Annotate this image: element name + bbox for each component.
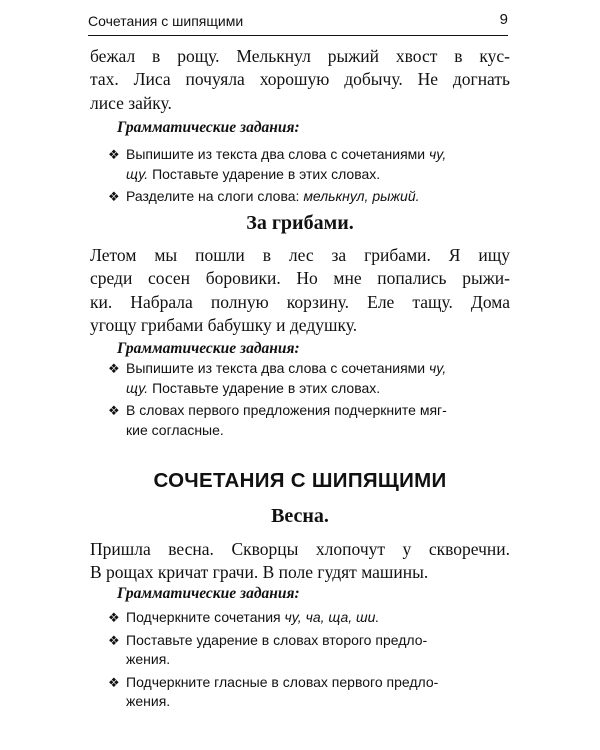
task-line bbox=[126, 145, 508, 165]
task-italic: чу, ча, ща, ши. bbox=[284, 609, 380, 625]
text-line: бежал в рощу. Мелькнул рыжий хвост в кус- bbox=[90, 46, 510, 66]
tasks-heading: Грамматические задания: bbox=[117, 585, 300, 602]
task-item bbox=[108, 608, 508, 628]
text-line: В рощах кричат грачи. В поле гудят машины. bbox=[90, 562, 429, 583]
task-italic: щу. bbox=[126, 165, 149, 182]
task-text: Разделите на слоги слова: bbox=[126, 188, 304, 204]
task-list bbox=[108, 608, 508, 715]
bullet-icon: ❖ bbox=[108, 189, 120, 204]
task-list bbox=[108, 145, 508, 210]
task-line bbox=[126, 187, 508, 207]
task-text: Выпишите из текста два слова с сочетаниями bbox=[126, 146, 430, 162]
story-text bbox=[90, 538, 510, 585]
task-line bbox=[126, 165, 508, 185]
task-list bbox=[108, 359, 508, 443]
task-text: Выпишите из текста два слова с сочетаниями bbox=[126, 360, 430, 376]
task-item bbox=[108, 145, 508, 184]
task-italic: чу, bbox=[429, 146, 447, 162]
task-line: В словах первого предложения подчеркните мяг- bbox=[126, 402, 447, 418]
task-item bbox=[108, 187, 508, 207]
running-header bbox=[88, 13, 508, 35]
task-text: Поставьте ударение в этих словах. bbox=[148, 379, 381, 396]
task-italic: щу. bbox=[126, 379, 149, 396]
story-text-continuation bbox=[90, 45, 510, 115]
task-line: жения. bbox=[126, 651, 171, 667]
bullet-icon: ❖ bbox=[108, 361, 120, 376]
task-item bbox=[108, 401, 508, 440]
tasks-heading: Грамматические задания: bbox=[117, 340, 300, 357]
header-title: Сочетания с шипящими bbox=[88, 13, 244, 29]
page-number: 9 bbox=[499, 11, 508, 28]
text-line: Летом мы пошли в лес за грибами. Я ищу bbox=[90, 245, 510, 265]
task-line bbox=[126, 359, 508, 379]
text-line: среди сосен боровики. Но мне попались рыжи- bbox=[90, 268, 510, 289]
task-text: Подчеркните сочетания bbox=[126, 609, 285, 625]
task-line: Поставьте ударение в словах второго предло- bbox=[126, 631, 428, 648]
text-line: тах. Лиса почуяла хорошую добычу. Не догнать bbox=[90, 69, 510, 90]
text-line: угощу грибами бабушку и дедушку. bbox=[90, 314, 358, 335]
task-line: кие согласные. bbox=[126, 421, 224, 438]
section-title: СОЧЕТАНИЯ С ШИПЯЩИМИ bbox=[153, 469, 447, 492]
header-rule bbox=[88, 35, 508, 36]
bullet-icon: ❖ bbox=[108, 632, 120, 648]
bullet-icon: ❖ bbox=[108, 147, 120, 162]
bullet-icon: ❖ bbox=[108, 674, 120, 690]
task-text: Поставьте ударение в этих словах. bbox=[148, 165, 381, 182]
task-line bbox=[126, 379, 508, 399]
task-item bbox=[108, 631, 508, 670]
task-line: жения. bbox=[126, 693, 171, 709]
tasks-heading: Грамматические задания: bbox=[117, 119, 300, 136]
task-line: Подчеркните гласные в словах первого предло- bbox=[126, 673, 439, 690]
text-line: ки. Набрала полную корзину. Еле тащу. Дома bbox=[90, 291, 510, 312]
task-italic: мелькнул, рыжий. bbox=[303, 188, 420, 204]
bullet-icon: ❖ bbox=[108, 610, 120, 625]
text-line: лисе зайку. bbox=[90, 92, 172, 113]
text-line: Пришла весна. Скворцы хлопочут у скворечни. bbox=[90, 539, 510, 559]
task-item bbox=[108, 673, 508, 712]
task-italic: чу, bbox=[429, 360, 447, 376]
story-text bbox=[90, 244, 510, 337]
bullet-icon: ❖ bbox=[108, 403, 120, 418]
story-title: За грибами. bbox=[246, 212, 354, 234]
task-line bbox=[126, 608, 508, 628]
story-title: Весна. bbox=[271, 505, 329, 527]
task-item bbox=[108, 359, 508, 398]
